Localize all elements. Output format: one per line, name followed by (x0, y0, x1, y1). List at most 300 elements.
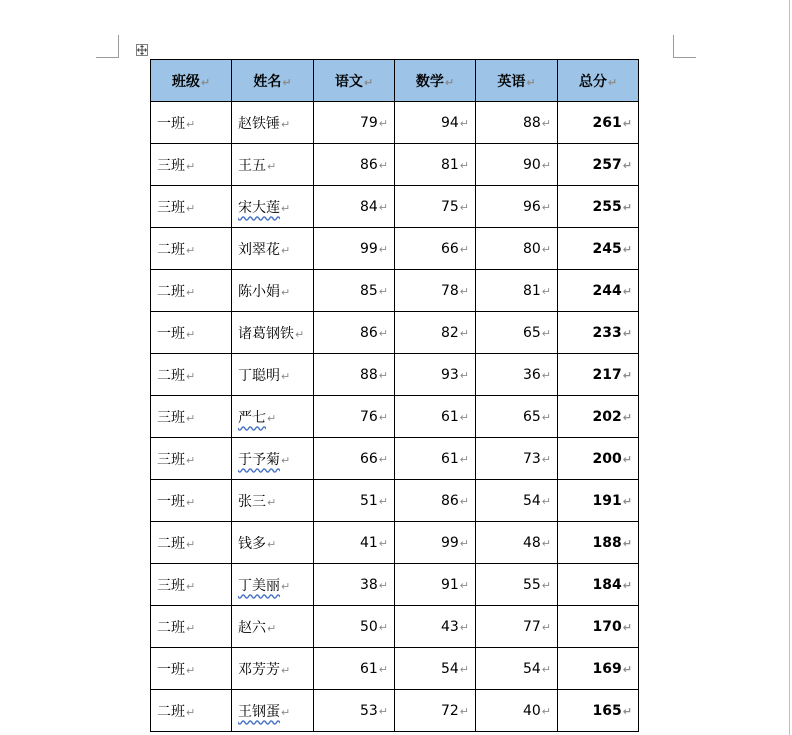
cell-total[interactable] (558, 522, 639, 564)
cell-chinese[interactable] (314, 606, 395, 648)
cell-total[interactable] (558, 480, 639, 522)
paragraph-mark-icon: ↵ (378, 368, 388, 382)
table-row (151, 564, 639, 606)
cell-class[interactable] (151, 396, 232, 438)
table-row (151, 690, 639, 732)
cell-english[interactable] (476, 354, 558, 396)
cell-value: 184 (592, 576, 622, 593)
cell-math[interactable] (395, 102, 476, 144)
paragraph-mark-icon: ↵ (378, 326, 388, 340)
table-header-row (151, 60, 639, 102)
cell-value: 丁美丽 (238, 577, 280, 594)
paragraph-mark-icon: ↵ (459, 452, 469, 466)
header-chinese[interactable] (314, 60, 395, 102)
cell-value: 43 (440, 618, 459, 635)
cell-name[interactable] (232, 354, 314, 396)
cell-value: 一班 (157, 325, 185, 342)
paragraph-mark-icon: ↵ (186, 705, 196, 719)
paragraph-mark-icon: ↵ (622, 494, 632, 508)
cell-name[interactable] (232, 690, 314, 732)
cell-total[interactable] (558, 228, 639, 270)
cell-value: 61 (440, 450, 459, 467)
cell-english[interactable] (476, 438, 558, 480)
grades-table (150, 59, 639, 732)
cell-english[interactable] (476, 690, 558, 732)
paragraph-mark-icon: ↵ (541, 662, 551, 676)
cell-value: 80 (522, 240, 541, 257)
cell-value: 188 (592, 534, 622, 551)
paragraph-mark-icon: ↵ (607, 75, 618, 89)
cell-chinese[interactable] (314, 228, 395, 270)
paragraph-mark-icon: ↵ (378, 284, 388, 298)
cell-english[interactable] (476, 564, 558, 606)
paragraph-mark-icon: ↵ (186, 537, 196, 551)
paragraph-mark-icon: ↵ (459, 284, 469, 298)
page-corner-mark-right (673, 35, 696, 58)
cell-math[interactable] (395, 522, 476, 564)
paragraph-mark-icon: ↵ (186, 243, 196, 257)
cell-value: 244 (592, 282, 622, 299)
cell-total[interactable] (558, 438, 639, 480)
table-row (151, 186, 639, 228)
cell-chinese[interactable] (314, 648, 395, 690)
cell-class[interactable] (151, 102, 232, 144)
cell-value: 36 (522, 366, 541, 383)
header-math[interactable] (395, 60, 476, 102)
cell-name[interactable] (232, 270, 314, 312)
table-row (151, 354, 639, 396)
paragraph-mark-icon: ↵ (459, 494, 469, 508)
header-label: 班级 (171, 73, 200, 90)
cell-value: 三班 (157, 451, 185, 468)
cell-english[interactable] (476, 186, 558, 228)
cell-math[interactable] (395, 648, 476, 690)
paragraph-mark-icon: ↵ (459, 326, 469, 340)
cell-value: 257 (592, 156, 622, 173)
cell-total[interactable] (558, 396, 639, 438)
paragraph-mark-icon: ↵ (459, 242, 469, 256)
cell-math[interactable] (395, 186, 476, 228)
cell-name[interactable] (232, 648, 314, 690)
cell-value: 81 (522, 282, 541, 299)
cell-total[interactable] (558, 690, 639, 732)
cell-value: 三班 (157, 409, 185, 426)
cell-value: 赵六 (238, 619, 266, 636)
cell-chinese[interactable] (314, 690, 395, 732)
paragraph-mark-icon: ↵ (200, 75, 211, 89)
cell-chinese[interactable] (314, 480, 395, 522)
cell-value: 41 (359, 534, 378, 551)
cell-value: 54 (522, 660, 541, 677)
paragraph-mark-icon: ↵ (281, 201, 291, 215)
cell-math[interactable] (395, 144, 476, 186)
cell-chinese[interactable] (314, 354, 395, 396)
paragraph-mark-icon: ↵ (541, 242, 551, 256)
paragraph-mark-icon: ↵ (295, 327, 305, 341)
cell-name[interactable] (232, 522, 314, 564)
cell-class[interactable] (151, 522, 232, 564)
cell-total[interactable] (558, 648, 639, 690)
cell-class[interactable] (151, 438, 232, 480)
cell-name[interactable] (232, 564, 314, 606)
cell-value: 40 (522, 702, 541, 719)
cell-value: 53 (359, 702, 378, 719)
paragraph-mark-icon: ↵ (459, 536, 469, 550)
table-row (151, 228, 639, 270)
cell-chinese[interactable] (314, 522, 395, 564)
cell-value: 84 (359, 198, 378, 215)
cell-chinese[interactable] (314, 144, 395, 186)
cell-class[interactable] (151, 270, 232, 312)
cell-value: 55 (522, 576, 541, 593)
cell-value: 宋大莲 (238, 199, 280, 216)
cell-value: 99 (440, 534, 459, 551)
paragraph-mark-icon: ↵ (541, 200, 551, 214)
paragraph-mark-icon: ↵ (282, 75, 292, 89)
cell-total[interactable] (558, 270, 639, 312)
cell-value: 81 (440, 156, 459, 173)
cell-math[interactable] (395, 480, 476, 522)
cell-value: 88 (522, 114, 541, 131)
paragraph-mark-icon: ↵ (363, 75, 374, 89)
paragraph-mark-icon: ↵ (459, 368, 469, 382)
header-label: 语文 (334, 73, 363, 90)
header-label: 英语 (497, 73, 526, 90)
cell-class[interactable] (151, 312, 232, 354)
paragraph-mark-icon: ↵ (281, 243, 291, 257)
paragraph-mark-icon: ↵ (378, 536, 388, 550)
cell-math[interactable] (395, 690, 476, 732)
table-row (151, 270, 639, 312)
paragraph-mark-icon: ↵ (541, 326, 551, 340)
paragraph-mark-icon: ↵ (378, 200, 388, 214)
paragraph-mark-icon: ↵ (378, 158, 388, 172)
paragraph-mark-icon: ↵ (267, 621, 277, 635)
paragraph-mark-icon: ↵ (459, 704, 469, 718)
paragraph-mark-icon: ↵ (622, 158, 632, 172)
cell-value: 王五 (238, 157, 266, 174)
cell-class[interactable] (151, 606, 232, 648)
paragraph-mark-icon: ↵ (541, 620, 551, 634)
paragraph-mark-icon: ↵ (622, 284, 632, 298)
paragraph-mark-icon: ↵ (541, 116, 551, 130)
paragraph-mark-icon: ↵ (186, 621, 196, 635)
cell-english[interactable] (476, 648, 558, 690)
cell-value: 61 (440, 408, 459, 425)
paragraph-mark-icon: ↵ (622, 410, 632, 424)
cell-english[interactable] (476, 312, 558, 354)
cell-math[interactable] (395, 396, 476, 438)
cell-english[interactable] (476, 396, 558, 438)
header-total[interactable] (558, 60, 639, 102)
cell-value: 二班 (157, 535, 185, 552)
cell-value: 54 (522, 492, 541, 509)
cell-value: 50 (359, 618, 378, 635)
cell-english[interactable] (476, 228, 558, 270)
paragraph-mark-icon: ↵ (622, 242, 632, 256)
table-row (151, 144, 639, 186)
cell-total[interactable] (558, 186, 639, 228)
cell-value: 钱多 (238, 535, 266, 552)
cell-value: 三班 (157, 199, 185, 216)
paragraph-mark-icon: ↵ (378, 494, 388, 508)
cell-english[interactable] (476, 144, 558, 186)
cell-class[interactable] (151, 144, 232, 186)
header-class[interactable] (151, 60, 232, 102)
cell-class[interactable] (151, 354, 232, 396)
paragraph-mark-icon: ↵ (622, 326, 632, 340)
paragraph-mark-icon: ↵ (186, 117, 196, 131)
paragraph-mark-icon: ↵ (186, 369, 196, 383)
cell-value: 二班 (157, 619, 185, 636)
cell-value: 233 (592, 324, 622, 341)
paragraph-mark-icon: ↵ (267, 411, 277, 425)
table-row (151, 312, 639, 354)
cell-chinese[interactable] (314, 564, 395, 606)
cell-value: 严七 (238, 409, 266, 426)
paragraph-mark-icon: ↵ (281, 705, 291, 719)
cell-value: 77 (522, 618, 541, 635)
paragraph-mark-icon: ↵ (378, 242, 388, 256)
cell-value: 王钢蛋 (238, 703, 280, 720)
paragraph-mark-icon: ↵ (459, 578, 469, 592)
table-row (151, 648, 639, 690)
header-name[interactable] (232, 60, 314, 102)
cell-value: 赵铁锤 (238, 115, 280, 132)
cell-value: 91 (440, 576, 459, 593)
paragraph-mark-icon: ↵ (267, 495, 277, 509)
cell-value: 86 (359, 156, 378, 173)
cell-value: 170 (592, 618, 622, 635)
cell-value: 191 (592, 492, 622, 509)
paragraph-mark-icon: ↵ (459, 662, 469, 676)
paragraph-mark-icon: ↵ (267, 159, 277, 173)
cell-math[interactable] (395, 354, 476, 396)
table-row (151, 522, 639, 564)
cell-value: 张三 (238, 493, 266, 510)
cell-value: 86 (359, 324, 378, 341)
cell-value: 二班 (157, 241, 185, 258)
cell-value: 245 (592, 240, 622, 257)
paragraph-mark-icon: ↵ (281, 579, 291, 593)
cell-value: 72 (440, 702, 459, 719)
cell-value: 90 (522, 156, 541, 173)
paragraph-mark-icon: ↵ (459, 200, 469, 214)
page-corner-mark-left (96, 35, 119, 58)
cell-value: 94 (440, 114, 459, 131)
paragraph-mark-icon: ↵ (541, 704, 551, 718)
cell-value: 85 (359, 282, 378, 299)
paragraph-mark-icon: ↵ (186, 327, 196, 341)
table-row (151, 480, 639, 522)
cell-english[interactable] (476, 102, 558, 144)
header-label: 姓名 (253, 73, 282, 90)
cell-name[interactable] (232, 312, 314, 354)
cell-value: 一班 (157, 661, 185, 678)
paragraph-mark-icon: ↵ (541, 578, 551, 592)
paragraph-mark-icon: ↵ (378, 620, 388, 634)
paragraph-mark-icon: ↵ (378, 578, 388, 592)
cell-value: 于予菊 (238, 451, 280, 468)
paragraph-mark-icon: ↵ (267, 537, 277, 551)
table-row (151, 606, 639, 648)
cell-value: 82 (440, 324, 459, 341)
cell-math[interactable] (395, 312, 476, 354)
paragraph-mark-icon: ↵ (281, 453, 291, 467)
cell-name[interactable] (232, 396, 314, 438)
cell-value: 165 (592, 702, 622, 719)
paragraph-mark-icon: ↵ (186, 453, 196, 467)
paragraph-mark-icon: ↵ (378, 116, 388, 130)
cell-value: 61 (359, 660, 378, 677)
cell-value: 一班 (157, 493, 185, 510)
paragraph-mark-icon: ↵ (622, 200, 632, 214)
cell-total[interactable] (558, 354, 639, 396)
paragraph-mark-icon: ↵ (622, 368, 632, 382)
paragraph-mark-icon: ↵ (186, 579, 196, 593)
cell-value: 255 (592, 198, 622, 215)
cell-total[interactable] (558, 102, 639, 144)
paragraph-mark-icon: ↵ (186, 495, 196, 509)
paragraph-mark-icon: ↵ (378, 452, 388, 466)
cell-class[interactable] (151, 228, 232, 270)
cell-english[interactable] (476, 522, 558, 564)
header-english[interactable] (476, 60, 558, 102)
cell-value: 二班 (157, 367, 185, 384)
cell-name[interactable] (232, 606, 314, 648)
cell-english[interactable] (476, 606, 558, 648)
cell-value: 65 (522, 324, 541, 341)
paragraph-mark-icon: ↵ (526, 75, 536, 89)
cell-value: 93 (440, 366, 459, 383)
header-label: 总分 (578, 73, 607, 90)
paragraph-mark-icon: ↵ (622, 536, 632, 550)
paragraph-mark-icon: ↵ (541, 368, 551, 382)
paragraph-mark-icon: ↵ (186, 159, 196, 173)
cell-value: 169 (592, 660, 622, 677)
page-edge (789, 0, 790, 735)
cell-class[interactable] (151, 186, 232, 228)
cell-value: 99 (359, 240, 378, 257)
paragraph-mark-icon: ↵ (281, 369, 291, 383)
paragraph-mark-icon: ↵ (622, 452, 632, 466)
table-move-handle[interactable] (136, 44, 148, 56)
cell-value: 丁聪明 (238, 367, 280, 384)
cell-value: 刘翠花 (238, 241, 280, 258)
paragraph-mark-icon: ↵ (622, 704, 632, 718)
cell-chinese[interactable] (314, 102, 395, 144)
paragraph-mark-icon: ↵ (378, 704, 388, 718)
cell-class[interactable] (151, 690, 232, 732)
cell-chinese[interactable] (314, 396, 395, 438)
paragraph-mark-icon: ↵ (378, 662, 388, 676)
cell-total[interactable] (558, 144, 639, 186)
paragraph-mark-icon: ↵ (378, 410, 388, 424)
cell-value: 66 (359, 450, 378, 467)
cell-english[interactable] (476, 270, 558, 312)
cell-name[interactable] (232, 186, 314, 228)
cell-value: 54 (440, 660, 459, 677)
cell-class[interactable] (151, 564, 232, 606)
cell-value: 78 (440, 282, 459, 299)
cell-chinese[interactable] (314, 186, 395, 228)
cell-value: 三班 (157, 577, 185, 594)
cell-value: 二班 (157, 283, 185, 300)
paragraph-mark-icon: ↵ (459, 620, 469, 634)
paragraph-mark-icon: ↵ (541, 410, 551, 424)
cell-value: 65 (522, 408, 541, 425)
cell-value: 76 (359, 408, 378, 425)
cell-class[interactable] (151, 480, 232, 522)
cell-value: 邓芳芳 (238, 661, 280, 678)
paragraph-mark-icon: ↵ (281, 663, 291, 677)
cell-english[interactable] (476, 480, 558, 522)
cell-math[interactable] (395, 606, 476, 648)
cell-value: 75 (440, 198, 459, 215)
cell-value: 三班 (157, 157, 185, 174)
move-arrows-icon (137, 45, 147, 55)
paragraph-mark-icon: ↵ (622, 116, 632, 130)
cell-value: 200 (592, 450, 622, 467)
cell-value: 86 (440, 492, 459, 509)
cell-total[interactable] (558, 312, 639, 354)
cell-chinese[interactable] (314, 312, 395, 354)
cell-value: 二班 (157, 703, 185, 720)
cell-chinese[interactable] (314, 438, 395, 480)
cell-name[interactable] (232, 144, 314, 186)
cell-value: 38 (359, 576, 378, 593)
paragraph-mark-icon: ↵ (541, 536, 551, 550)
cell-value: 88 (359, 366, 378, 383)
cell-value: 陈小娟 (238, 283, 280, 300)
cell-name[interactable] (232, 228, 314, 270)
cell-value: 261 (592, 114, 622, 131)
paragraph-mark-icon: ↵ (459, 158, 469, 172)
paragraph-mark-icon: ↵ (622, 662, 632, 676)
paragraph-mark-icon: ↵ (444, 75, 455, 89)
table-body (151, 102, 639, 732)
table-row (151, 102, 639, 144)
cell-value: 一班 (157, 115, 185, 132)
paragraph-mark-icon: ↵ (459, 410, 469, 424)
cell-math[interactable] (395, 438, 476, 480)
paragraph-mark-icon: ↵ (459, 116, 469, 130)
cell-name[interactable] (232, 480, 314, 522)
paragraph-mark-icon: ↵ (622, 578, 632, 592)
paragraph-mark-icon: ↵ (541, 452, 551, 466)
cell-value: 48 (522, 534, 541, 551)
cell-value: 诸葛钢铁 (238, 325, 294, 342)
cell-name[interactable] (232, 438, 314, 480)
cell-value: 202 (592, 408, 622, 425)
cell-value: 96 (522, 198, 541, 215)
paragraph-mark-icon: ↵ (281, 117, 291, 131)
cell-math[interactable] (395, 228, 476, 270)
cell-math[interactable] (395, 270, 476, 312)
cell-total[interactable] (558, 606, 639, 648)
paragraph-mark-icon: ↵ (281, 285, 291, 299)
cell-total[interactable] (558, 564, 639, 606)
paragraph-mark-icon: ↵ (541, 158, 551, 172)
paragraph-mark-icon: ↵ (186, 663, 196, 677)
cell-name[interactable] (232, 102, 314, 144)
cell-chinese[interactable] (314, 270, 395, 312)
cell-value: 51 (359, 492, 378, 509)
table-row (151, 438, 639, 480)
cell-class[interactable] (151, 648, 232, 690)
cell-math[interactable] (395, 564, 476, 606)
paragraph-mark-icon: ↵ (186, 285, 196, 299)
